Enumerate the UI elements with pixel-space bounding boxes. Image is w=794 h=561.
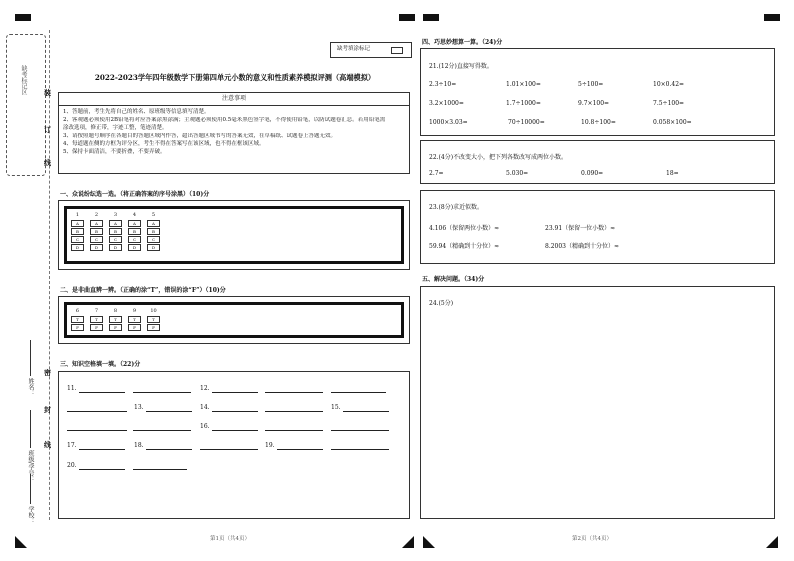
- binding-label-xian-2: 线: [44, 440, 51, 449]
- option-bubble-b[interactable]: B: [128, 228, 141, 235]
- fill-item-16-label: 16.: [200, 423, 210, 430]
- fill-blank-15b[interactable]: [67, 422, 127, 431]
- fill-item-11-label: 11.: [67, 385, 77, 392]
- notice-line-3: 涂改选项，修正带，字迹工整，笔迹清楚。: [63, 124, 168, 131]
- question-number: 7: [94, 308, 99, 314]
- fill-blank-16[interactable]: [212, 422, 258, 431]
- name-field[interactable]: [30, 340, 31, 376]
- fill-blank-12[interactable]: [212, 384, 258, 393]
- notice-title: 注意事项: [59, 93, 409, 106]
- question-10-column: [147, 308, 160, 331]
- approx-item: 4.106（保留两位小数）≈: [429, 225, 500, 232]
- school-field-label: 学校：: [27, 506, 34, 524]
- registration-mark-top-center-left: [399, 14, 415, 21]
- question-21-title: 21.(12分)直接写得数。: [429, 63, 493, 70]
- option-bubble-b[interactable]: B: [109, 228, 122, 235]
- fill-blank-15c[interactable]: [133, 422, 191, 431]
- footer-page-1: 第1页（共4页）: [210, 536, 250, 542]
- fill-blank-17[interactable]: [79, 441, 125, 450]
- option-bubble-a[interactable]: A: [90, 220, 103, 227]
- calc-item: 10×0.42=: [653, 81, 685, 88]
- binding-label-ding: 订: [44, 125, 51, 134]
- option-bubble-c[interactable]: C: [128, 236, 141, 243]
- class-field[interactable]: [30, 410, 31, 448]
- option-bubble-c[interactable]: C: [71, 236, 84, 243]
- option-bubble-d[interactable]: D: [109, 244, 122, 251]
- calc-item: 7.5÷100=: [653, 100, 685, 107]
- option-bubble-t[interactable]: T: [109, 316, 122, 323]
- fill-blank-18[interactable]: [146, 441, 192, 450]
- section-2-frame: [58, 296, 410, 344]
- question-number: 10: [150, 308, 157, 314]
- registration-mark-top-left: [15, 14, 31, 21]
- rewrite-item: 18=: [666, 170, 679, 177]
- question-number: 4: [132, 212, 137, 218]
- option-bubble-a[interactable]: A: [128, 220, 141, 227]
- option-bubble-a[interactable]: A: [109, 220, 122, 227]
- calc-item: 5÷100=: [578, 81, 604, 88]
- option-bubble-t[interactable]: T: [71, 316, 84, 323]
- fill-blank-19[interactable]: [277, 441, 323, 450]
- notice-box: [58, 92, 410, 174]
- option-bubble-c[interactable]: C: [147, 236, 160, 243]
- fill-blank-12d[interactable]: [67, 403, 127, 412]
- triangle-mark-bottom-center-left: [402, 536, 414, 548]
- fill-blank-20b[interactable]: [133, 461, 187, 470]
- question-22-title: 22.(4分)不改变大小，把下列各数改写成两位小数。: [429, 154, 568, 161]
- rewrite-item: 0.090=: [581, 170, 604, 177]
- question-22-box: [420, 140, 775, 184]
- option-bubble-d[interactable]: D: [90, 244, 103, 251]
- seal-box-label: 缺考标记区: [20, 65, 27, 95]
- triangle-mark-bottom-right: [766, 536, 778, 548]
- triangle-mark-bottom-center-right: [423, 536, 435, 548]
- question-3-column: [109, 212, 122, 251]
- question-number: 8: [113, 308, 118, 314]
- notice-line-2: 2、客观题必须使用2B铅笔将对应答案涂黑涂满；主观题必须使用0.5毫米黑色签字笔，不得使用铅笔，以防试题卷汇总。若用铅笔需: [63, 116, 386, 123]
- question-1-column: [71, 212, 84, 251]
- footer-page-2: 第2页（共4页）: [572, 536, 612, 542]
- option-bubble-t[interactable]: T: [147, 316, 160, 323]
- registration-mark-top-center-right: [423, 14, 439, 21]
- question-9-column: [128, 308, 141, 331]
- question-21-box: [420, 48, 775, 136]
- registration-mark-top-right: [764, 14, 780, 21]
- option-bubble-b[interactable]: B: [147, 228, 160, 235]
- section-1-frame: [58, 200, 410, 270]
- fill-item-18-label: 18.: [134, 442, 144, 449]
- option-bubble-d[interactable]: D: [71, 244, 84, 251]
- question-8-column: [109, 308, 122, 331]
- binding-label-zhuang: 装: [44, 88, 51, 97]
- notice-line-1: 1、答题前，考生先将自己的姓名、原班级等信息填写清楚。: [63, 109, 210, 115]
- seal-box: [6, 34, 46, 176]
- question-24-title: 24.(5分): [429, 300, 454, 307]
- binding-label-xian: 线: [44, 158, 51, 167]
- notice-line-4: 3、请按照题号顺序在各题目的答题区域内作答，超出答题区域书写的答案无效，在草稿纸、试题卷上答题无效。: [63, 132, 337, 139]
- question-2-column: [90, 212, 103, 251]
- question-24-box[interactable]: [420, 286, 775, 519]
- fill-blank-13[interactable]: [146, 403, 192, 412]
- section-1-inner-frame: [64, 206, 404, 264]
- fill-item-17-label: 17.: [67, 442, 77, 449]
- calc-item: 2.3÷10=: [429, 81, 457, 88]
- fill-blank-14[interactable]: [212, 403, 258, 412]
- calc-item: 3.2×1000=: [429, 100, 464, 107]
- calc-item: 70÷10000=: [508, 119, 545, 126]
- option-bubble-c[interactable]: C: [90, 236, 103, 243]
- fill-item-15-label: 15.: [331, 404, 341, 411]
- binding-label-mi: 密: [44, 368, 51, 377]
- option-bubble-f[interactable]: F: [128, 324, 141, 331]
- fill-item-14-label: 14.: [200, 404, 210, 411]
- question-number: 1: [75, 212, 80, 218]
- question-number: 6: [75, 308, 80, 314]
- fill-blank-12c[interactable]: [331, 384, 386, 393]
- question-6-column: [71, 308, 84, 331]
- section-3-frame: [58, 371, 410, 519]
- section-1-title: 一、众说纷纭选一选。（将正确答案的序号涂黑）（10)分: [60, 191, 210, 198]
- fill-item-20-label: 20.: [67, 462, 77, 469]
- calc-item: 9.7×100=: [578, 100, 610, 107]
- option-bubble-b[interactable]: B: [71, 228, 84, 235]
- question-number: 5: [151, 212, 156, 218]
- fill-item-13-label: 13.: [134, 404, 144, 411]
- section-2-inner-frame: [64, 302, 404, 338]
- question-7-column: [90, 308, 103, 331]
- rewrite-item: 2.7=: [429, 170, 444, 177]
- triangle-mark-bottom-left: [15, 536, 27, 548]
- fill-blank-16b[interactable]: [265, 422, 323, 431]
- fill-blank-16c[interactable]: [331, 422, 389, 431]
- fill-item-19-label: 19.: [265, 442, 275, 449]
- fill-blank-15[interactable]: [343, 403, 389, 412]
- school-field[interactable]: [30, 474, 31, 504]
- notice-line-5: 4、每道题在侧的方框为评分区，考生不得在答案写在该区域，也不得在框该区域。: [63, 140, 265, 147]
- notice-line-6: 5、保持卡面清洁，不要折叠，不要弄破。: [63, 148, 166, 155]
- option-bubble-b[interactable]: B: [90, 228, 103, 235]
- name-field-label: 姓名：: [27, 378, 34, 396]
- question-number: 2: [94, 212, 99, 218]
- option-bubble-a[interactable]: A: [71, 220, 84, 227]
- section-2-bubble-grid: [71, 308, 160, 331]
- section-5-title: 五、解决问题。（34)分: [422, 276, 485, 283]
- fill-blank-11b[interactable]: [133, 384, 191, 393]
- option-bubble-t[interactable]: T: [128, 316, 141, 323]
- fill-blank-12b[interactable]: [265, 384, 323, 393]
- option-bubble-a[interactable]: A: [147, 220, 160, 227]
- fill-blank-20[interactable]: [79, 461, 125, 470]
- question-5-column: [147, 212, 160, 251]
- option-bubble-f[interactable]: F: [90, 324, 103, 331]
- approx-item: 8.2003（精确到十分位）≈: [545, 243, 620, 250]
- rewrite-item: 5.030=: [506, 170, 529, 177]
- absent-mark-label: 缺考填涂标记: [337, 46, 371, 52]
- approx-item: 23.91（保留一位小数）≈: [545, 225, 616, 232]
- section-3-title: 三、知识空格填一填。（22)分: [60, 361, 141, 368]
- question-number: 3: [113, 212, 118, 218]
- section-4-title: 四、巧思妙想算一算。（24)分: [422, 39, 503, 46]
- absent-mark-box: [330, 42, 412, 58]
- calc-item: 0.058×100=: [653, 119, 692, 126]
- option-bubble-d[interactable]: D: [147, 244, 160, 251]
- calc-item: 1.01×100=: [506, 81, 541, 88]
- question-4-column: [128, 212, 141, 251]
- question-23-box: [420, 190, 775, 264]
- option-bubble-f[interactable]: F: [147, 324, 160, 331]
- fill-blank-11[interactable]: [79, 384, 125, 393]
- absent-mark-bubble[interactable]: [391, 47, 403, 54]
- calc-item: 10.8÷100=: [581, 119, 616, 126]
- fill-blank-14b[interactable]: [265, 403, 323, 412]
- section-1-bubble-grid: [71, 212, 160, 251]
- page-title: 2022-2023学年四年级数学下册第四单元小数的意义和性质素养模拟评测（高端模拟）: [94, 73, 376, 82]
- fill-item-12-label: 12.: [200, 385, 210, 392]
- question-23-title: 23.(8分)求近似数。: [429, 204, 484, 211]
- calc-item: 1.7÷1000=: [506, 100, 541, 107]
- option-bubble-c[interactable]: C: [109, 236, 122, 243]
- fill-blank-19b[interactable]: [331, 441, 389, 450]
- class-field-label: 班级/学号：: [27, 450, 34, 483]
- option-bubble-f[interactable]: F: [71, 324, 84, 331]
- option-bubble-f[interactable]: F: [109, 324, 122, 331]
- option-bubble-d[interactable]: D: [128, 244, 141, 251]
- option-bubble-t[interactable]: T: [90, 316, 103, 323]
- calc-item: 1000×3.03=: [429, 119, 468, 126]
- fill-blank-18b[interactable]: [200, 441, 258, 450]
- question-number: 9: [132, 308, 137, 314]
- approx-item: 59.94（精确到十分位）≈: [429, 243, 500, 250]
- binding-label-feng: 封: [44, 405, 51, 414]
- section-2-title: 二、是非曲直辨一辨。（正确的涂“T”，错误的涂“F”）（10)分: [60, 287, 226, 294]
